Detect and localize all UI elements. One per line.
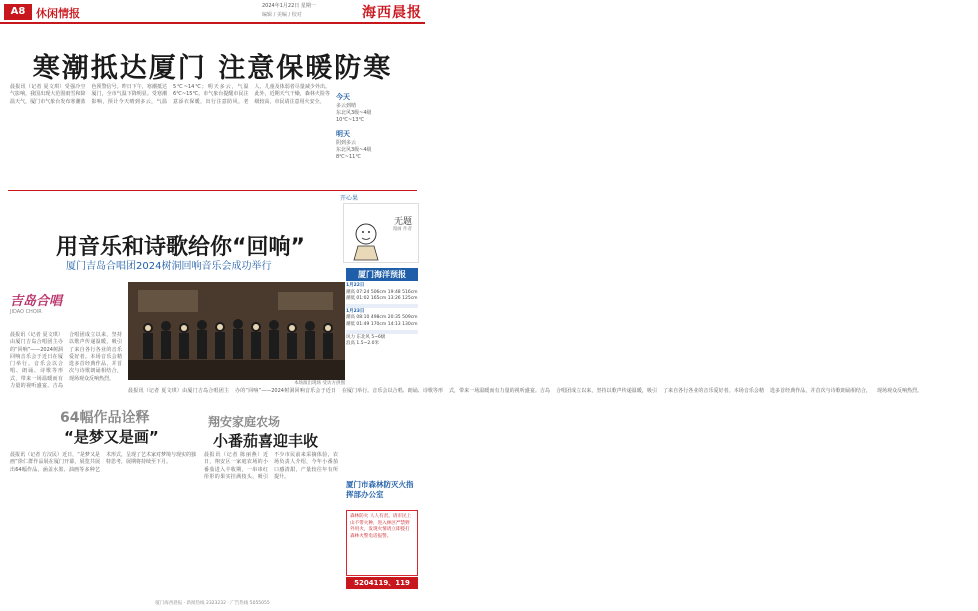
issue-date: 2024年1月22日 星期一 bbox=[262, 3, 316, 9]
section-title: 休闲情报 bbox=[36, 7, 80, 20]
cartoon-column-flag: 开心果 bbox=[340, 195, 359, 202]
concert-headline: 用音乐和诗歌给你“回响” bbox=[56, 235, 305, 260]
forecast-line: 潮低 01:49 170cm 14:13 130cm bbox=[346, 321, 418, 327]
weather-tomorrow-wind: 东北风3级~4级 bbox=[336, 147, 372, 153]
forecast-line: 潮低 01:02 165cm 13:26 125cm bbox=[346, 296, 418, 302]
photo-caption: 本场演出现场 受访方供图 bbox=[294, 381, 345, 386]
newspaper-logo: 海西晨报 bbox=[362, 5, 422, 21]
section-divider bbox=[8, 190, 417, 191]
weather-tomorrow-label: 明天 bbox=[336, 130, 350, 138]
art-exhibit-text: 晨报讯（记者 方汉民）近日，“是梦又是画”徐仁群作品展在厦门开幕，展览共展出64幅作品，涵盖水墨、油画等多种艺术形式，呈现了艺术家对梦境与现实的独特思考，展期将持续至下月。 bbox=[10, 452, 197, 473]
cold-wave-text: 晨报讯（记者 夏文琪）受强冷空气影响，我国出现大范围雨雪和降温天气，厦门市气象台发布寒潮蓝色预警信号。昨日下午，寒潮抵达厦门，全市气温下降明显。受寒潮影响，预计今天晴到多云，气温5℃~14℃；明天多云，气温6℃~15℃。市气象台提醒市民注意添衣保暖，出行注意防风，老人、儿童及体弱者尽量减少外出。此外，近期天气干燥，森林火险等级较高，市民请注意用火安全。 bbox=[10, 84, 330, 105]
forecast-rule bbox=[346, 330, 418, 334]
weather-today-desc: 多云到晴 bbox=[336, 103, 357, 109]
concert-text: 晨报讯（记者 夏文琪）由厦门吉岛合唱团主办的“回响”——2024树洞回响音乐会于近日在厦门举行。音乐会以合唱、朗诵、诗歌等形式，带来一场温暖而有力量的视听盛宴。吉岛合唱团成立以来，坚持以歌声传递温暖，吸引了来自各行各业的音乐爱好者。本场音乐会精选多首经典作品，并首次与诗歌朗诵相结合，现场观众反响热烈。 bbox=[10, 332, 122, 390]
art-exhibit-headline-top: 64幅作品诠释 bbox=[60, 410, 150, 426]
forecast-rule bbox=[346, 304, 418, 308]
weather-box bbox=[336, 92, 416, 180]
forecast-line: 潮高 07:24 506cm 19:48 516cm bbox=[346, 289, 418, 295]
editor-credits: 编辑 / 美编 / 校对 bbox=[262, 12, 302, 18]
weather-today-temp: 10℃~13℃ bbox=[336, 117, 365, 123]
art-exhibit-body bbox=[10, 452, 196, 594]
weather-today bbox=[336, 92, 416, 124]
choir-stage-image bbox=[128, 282, 345, 380]
farm-body bbox=[204, 452, 338, 594]
ocean-forecast bbox=[346, 283, 418, 348]
forecast-day-1: 1月22日 bbox=[346, 283, 365, 288]
concert-subhead: 厦门吉岛合唱团2024树洞回响音乐会成功举行 bbox=[66, 261, 272, 272]
forecast-line: 风力 东北风 5~6级 bbox=[346, 334, 386, 340]
concert-text-continued: 晨报讯（记者 夏文琪）由厦门吉岛合唱团主办的“回响”——2024树洞回响音乐会于近日在厦门举行。音乐会以合唱、朗诵、诗歌等形式，带来一场温暖而有力量的视听盛宴。吉岛合唱团成立以来，坚持以歌声传递温暖，吸引了来自各行各业的音乐爱好者。本场音乐会精选多首经典作品，并首次与诗歌朗诵相结合，现场观众反响热烈。 bbox=[128, 388, 923, 394]
forecast-line: 潮高 08:10 498cm 20:35 509cm bbox=[346, 315, 418, 321]
masthead-bar bbox=[0, 0, 425, 24]
page-footer: 厦门海西晨报 · 新闻热线 2323232 · 广告热线 5055055 bbox=[155, 601, 270, 606]
page-number: A8 bbox=[4, 4, 32, 20]
weather-tomorrow-desc: 阴到多云 bbox=[336, 140, 357, 146]
cartoon-author: 漫画 作者 bbox=[392, 227, 412, 232]
fire-prevention-notice: 森林防火 人人有责。请市民上山不带火种，进入林区严禁野外用火，发现火情请立即拨打森林火警电话报警。 bbox=[346, 510, 418, 576]
ocean-forecast-title: 厦门海洋预报 bbox=[346, 268, 418, 281]
farm-text: 晨报讯（记者 陈丽燕）近日，翔安区一家庭农场的小番茄进入丰收期，一串串红彤彤的果实挂满枝头，吸引不少市民前来采摘体验，农场负责人介绍，今年小番茄口感清甜，产量较往年有所提升。 bbox=[204, 452, 338, 480]
choir-logo bbox=[10, 290, 66, 328]
cartoon-title: 无题 bbox=[393, 217, 412, 227]
cold-wave-body bbox=[10, 84, 330, 186]
farm-headline-top: 翔安家庭农场 bbox=[208, 415, 281, 429]
forecast-line: 浪高 1.5~2.0米 bbox=[346, 341, 380, 347]
weather-tomorrow-temp: 8℃~11℃ bbox=[336, 154, 361, 160]
cartoon-panel bbox=[343, 203, 419, 263]
weather-today-wind: 东北风3级~4级 bbox=[336, 110, 372, 116]
fire-prevention-title: 厦门市森林防灭火指挥部办公室 bbox=[346, 480, 414, 499]
weather-today-label: 今天 bbox=[336, 93, 350, 101]
farm-headline: 小番茄喜迎丰收 bbox=[213, 432, 319, 450]
fire-hotline: 5204119、119 bbox=[346, 577, 418, 589]
forecast-day-2: 1月23日 bbox=[346, 308, 365, 314]
weather-tomorrow bbox=[336, 129, 416, 161]
choir-logo-text: 吉岛合唱 bbox=[10, 294, 63, 309]
choir-logo-subtext: JIDAO CHOIR bbox=[10, 309, 42, 315]
concert-body-left bbox=[10, 332, 122, 402]
art-exhibit-headline: “是梦又是画” bbox=[64, 428, 159, 446]
concert-body-right bbox=[128, 388, 923, 402]
cold-wave-headline: 寒潮抵达厦门 注意保暖防寒 bbox=[32, 53, 393, 84]
cartoon-drawing bbox=[344, 204, 420, 264]
choir-photo bbox=[128, 282, 345, 380]
